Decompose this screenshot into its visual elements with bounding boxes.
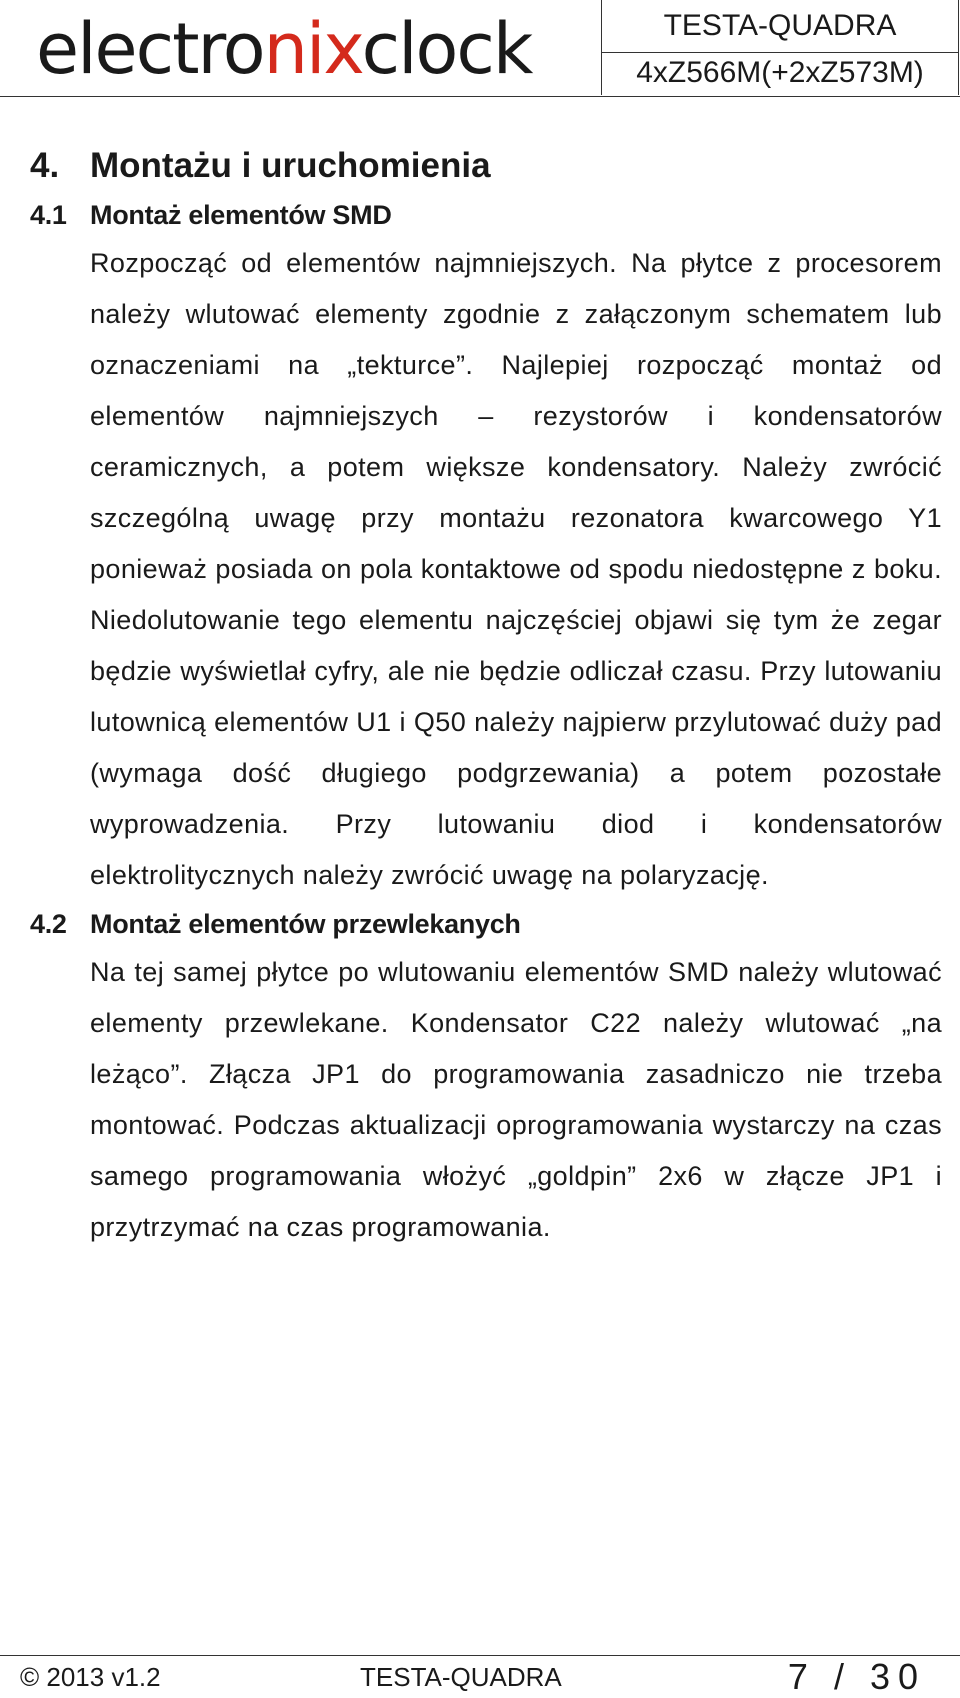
subsection-paragraph-1: Rozpocząć od elementów najmniejszych. Na płytce z procesorem należy wlutować elementy zgodnie z załączonym schematem lub oznaczeniami na „tekturce”. Najlepiej rozpocząć montaż od elementów najmniejszych – rezystorów i kondensatorów ceramicznych, a potem większe kondensatory. Należy zwrócić szczególną uwagę przy montażu rezonatora kwarcowego Y1 ponieważ posiada on pola kontaktowe od spodu niedostępne z boku. Niedolutowanie tego elementu najczęściej objawi się tym że zegar będzie wyświetlał cyfry, ale nie będzie odliczał czasu. Przy lutowaniu lutownicą elementów U1 i Q50 należy najpierw przylutować duży pad (wymaga dość długiego podgrzewania) a potem pozostałe wyprowadzenia. Przy lutowaniu diod i kondensatorów elektrolitycznych należy zwrócić uwagę na polaryzację.	[90, 248, 942, 890]
subsection-paragraph-2: Na tej samej płytce po wlutowaniu elementów SMD należy wlutować elementy przewlekane. Kondensator C22 należy wlutować „na leżąco”. Złącza JP1 do programowania zasadniczo nie trzeba montować. Podczas aktualizacji oprogramowania wystarczy na czas samego programowania włożyć „goldpin” 2x6 w złącze JP1 i przytrzymać na czas programowania.	[90, 957, 942, 1242]
subsection-title-2: Montaż elementów przewlekanych	[90, 909, 521, 939]
footer-title: TESTA-QUADRA	[360, 1662, 562, 1692]
subsection-title-1: Montaż elementów SMD	[90, 200, 392, 230]
logo-text-accent: nix	[263, 8, 362, 90]
subsection-number-2: 4.2	[30, 909, 67, 939]
subsection-heading-1	[30, 192, 942, 238]
section-number: 4.	[30, 146, 60, 185]
section-heading	[30, 140, 942, 192]
page-footer	[0, 1655, 960, 1697]
electronixclock-logo	[36, 4, 531, 94]
footer-copyright: © 2013 v1.2	[20, 1662, 161, 1692]
logo-text-part2: clock	[361, 8, 532, 90]
header-info-box	[601, 0, 959, 95]
footer-page-number: 7 / 30	[787, 1656, 926, 1697]
page-content	[30, 140, 942, 1253]
page-header	[0, 0, 960, 97]
section-title: Montażu i uruchomienia	[90, 146, 491, 185]
subsection-number-1: 4.1	[30, 200, 67, 230]
header-model: 4xZ566M(+2xZ573M)	[636, 56, 924, 89]
subsection-heading-2	[30, 901, 942, 947]
logo-text-part1: electro	[36, 8, 264, 90]
header-title: TESTA-QUADRA	[602, 6, 958, 53]
